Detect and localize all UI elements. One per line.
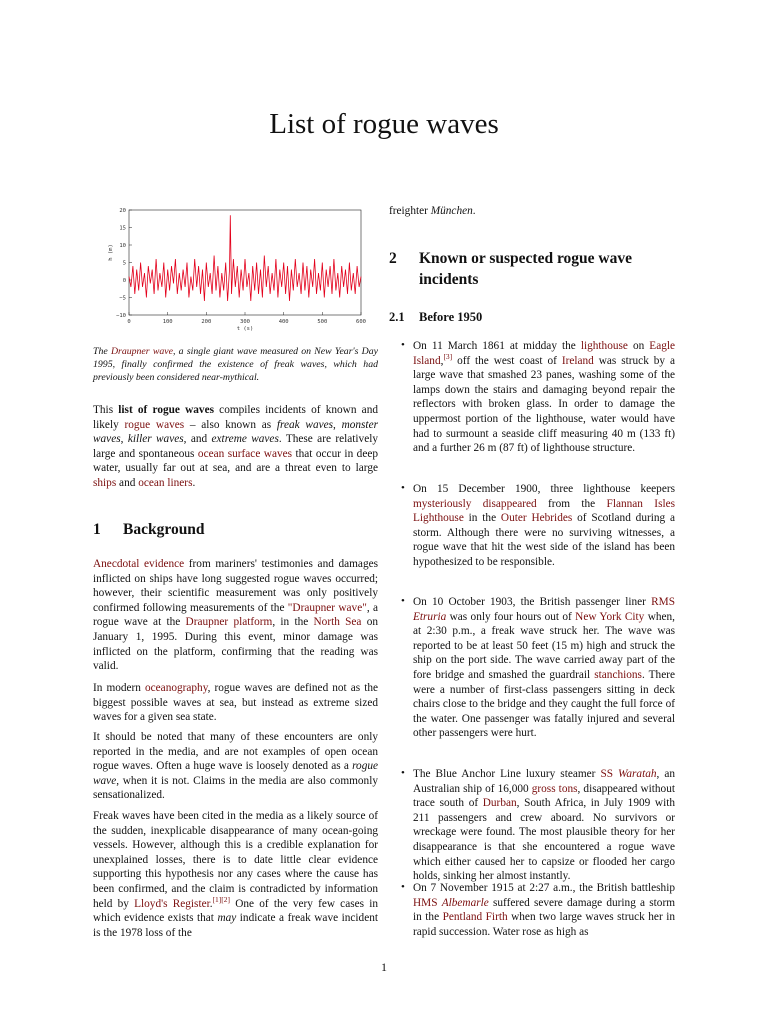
- link-outer-hebrides[interactable]: Outer Hebrides: [500, 512, 573, 525]
- x-tick-label: 100: [162, 319, 173, 325]
- link-new-york-city[interactable]: New York City: [575, 610, 645, 623]
- continued-text: freighter München.: [389, 205, 476, 217]
- y-axis-label: h (m): [108, 244, 114, 261]
- link-gross-tons[interactable]: gross tons: [531, 782, 578, 795]
- citation-3[interactable]: [3]: [443, 351, 453, 361]
- incident-list: [401, 881, 675, 939]
- link-oceanography[interactable]: oceanography: [145, 682, 208, 694]
- link-ocean-surface-waves[interactable]: ocean surface waves: [197, 447, 293, 460]
- x-tick-label: 0: [127, 319, 131, 325]
- background-paragraph-2: In modern oceanography, rogue waves are defined not as the biggest possible waves at sea, but instead as extreme sized waves for a given sea state.: [93, 682, 378, 724]
- list-item: • The Blue Anchor Line luxury steamer SS Waratah, an Australian ship of 16,000 gross tons, disappeared without trace south of Durban, South Africa, in July 1909 with 211 passengers and crew aboard. No survivors or wreckage were found. The most plausible theory for her disappearance is that she encountered a rogue wave which either caused her to capsize or flooded her cargo holds, sinking her almost instantly.: [401, 767, 675, 884]
- background-paragraph-4: Freak waves have been cited in the media as a likely source of the sudden, inexplicable disappearance of many ocean-going vessels. However, although this is a credible explanation for unexplained losses, there is to date little clear evidence supporting this hypothesis nor any cases where the cause has been confirmed, and the claim is contradicted by information held by Lloyd's Register.[1][2] One of the very few cases in which evidence exists that may indicate a freak wave incident is the 1978 loss of the: [93, 810, 378, 939]
- link-anecdotal-evidence[interactable]: Anecdotal evidence: [93, 558, 185, 570]
- link-lloyds-register[interactable]: Lloyd's Register: [134, 897, 210, 910]
- bold-term: list of rogue waves: [118, 404, 214, 416]
- link-lighthouse[interactable]: lighthouse: [580, 340, 628, 352]
- figure-caption: [93, 345, 378, 385]
- link-ss-waratah[interactable]: SS Waratah: [600, 768, 657, 780]
- draupner-wave-chart: [105, 203, 375, 333]
- page-number: 1: [381, 960, 387, 974]
- link-draupner-platform[interactable]: Draupner platform: [185, 616, 273, 629]
- link-durban[interactable]: Durban: [482, 797, 517, 810]
- x-tick-label: 600: [356, 319, 366, 325]
- link-ocean-liners[interactable]: ocean liners: [138, 476, 193, 489]
- y-tick-label: 20: [119, 208, 126, 214]
- series-line-draupner: [129, 215, 361, 301]
- link-ireland[interactable]: Ireland: [561, 354, 594, 367]
- link-draupner-wave-2[interactable]: "Draupner wave": [287, 601, 367, 614]
- x-tick-label: 500: [317, 319, 328, 325]
- list-item: • On 7 November 1915 at 2:27 a.m., the British battleship HMS Albemarle suffered severe damage during a storm in the Pentland Firth when two large waves struck her in rapid succession. Water rose as high as: [401, 881, 675, 939]
- caption-text: , a single giant wave measured on New Year's Day 1995, finally confirmed the existence of freak waves, which had previously been considered near-mythical.: [93, 346, 378, 384]
- x-tick-label: 400: [278, 319, 289, 325]
- section-heading-background: 1 Background: [93, 521, 205, 538]
- list-item: • On 10 October 1903, the British passenger liner RMS Etruria was only four hours out of New York City when, at 2:30 p.m., a freak wave struck her. The wave was reported to be at least 50 feet (15 m) high and struck the ship on the port side. The wave carried away part of the fore bridge and smashed the guardrail stanchions. There were a number of first-class passengers sitting in deck chairs close to the bridge and they caught the full force of the water. One passenger was fatally injured and several other passengers were hurt.: [401, 595, 675, 741]
- citation-1-2[interactable]: [1][2]: [212, 894, 231, 904]
- x-axis-label: t (s): [236, 326, 254, 332]
- link-north-sea[interactable]: North Sea: [313, 616, 362, 629]
- subsection-heading-before-1950: 2.1 Before 1950: [389, 310, 483, 324]
- y-tick-label: −10: [116, 313, 126, 319]
- link-pentland-firth[interactable]: Pentland Firth: [442, 911, 508, 924]
- link-draupner-wave[interactable]: Draupner wave: [110, 346, 173, 357]
- y-tick-label: 5: [122, 260, 126, 267]
- link-mysteriously-disappeared[interactable]: mysteriously disappeared: [413, 497, 537, 510]
- background-paragraph-3: It should be noted that many of these encounters are only reported in the media, and are not examples of open ocean rogue waves. Often a huge wave is loosely denoted as a rogue wave, when it is not. Claims in the media are also commonly sensationalized.: [93, 731, 378, 802]
- y-tick-label: −5: [119, 295, 126, 302]
- link-rms-etruria[interactable]: RMS Etruria: [413, 596, 675, 623]
- link-flannan-isles-lighthouse[interactable]: Flannan Isles Lighthouse: [413, 497, 676, 525]
- incident-list: [401, 482, 675, 570]
- intro-paragraph: This list of rogue waves compiles incidents of known and likely rogue waves – also known as freak waves, monster waves, killer waves, and extreme waves. These are relatively large and spontaneous ocean surface waves that occur in deep water, usually far out at sea, and are a threat even to large ships and ocean liners.: [93, 404, 379, 489]
- link-ships[interactable]: ships: [93, 476, 117, 489]
- incident-list: [401, 595, 675, 741]
- link-hms-albemarle[interactable]: HMS Albemarle: [413, 896, 489, 909]
- y-tick-label: 15: [119, 225, 126, 232]
- x-tick-label: 200: [201, 319, 212, 325]
- link-stanchions[interactable]: stanchions: [594, 668, 642, 681]
- y-tick-label: 0: [122, 278, 126, 284]
- link-rogue-waves[interactable]: rogue waves: [124, 418, 185, 431]
- x-tick-label: 300: [240, 319, 250, 325]
- background-paragraph-1: Anecdotal evidence from mariners' testimonies and damages inflicted on ships have long suggested rogue waves occurred; however, their scientific measurement was only positively confirmed following measurements of the "Draupner wave", a rogue wave at the Draupner platform, in the North Sea on January 1, 1995. During this event, minor damage was inflicted on the platform, confirming that the reading was valid.: [93, 558, 379, 673]
- caption-text: The: [93, 346, 111, 357]
- y-tick-label: 10: [119, 243, 126, 249]
- section-heading-known-incidents: 2 Known or suspected rogue wave incidents: [389, 250, 632, 288]
- list-item: • On 11 March 1861 at midday the lighthouse on Eagle Island,[3] off the west coast of Ireland was struck by a large wave that smashed 23 panes, washing some of the lamps down the stairs and damaging beyond repair the reflectors with broken glass. In order to damage the uppermost portion of the lighthouse, water would have had to surmount a seaside cliff measuring 40 m (133 ft) and a further 26 m (87 ft) of lighthouse structure.: [401, 339, 675, 456]
- incident-list: [401, 339, 675, 456]
- link-eagle-island[interactable]: Eagle Island: [413, 340, 676, 367]
- incident-list: [401, 767, 675, 884]
- page-title: List of rogue waves: [269, 108, 499, 140]
- list-item: • On 15 December 1900, three lighthouse keepers mysteriously disappeared from the Flannan Isles Lighthouse in the Outer Hebrides of Scotland during a storm. Although there were no surviving witnesses, a rogue wave that hit the west side of the island has been hypothesized to be responsible.: [401, 482, 675, 570]
